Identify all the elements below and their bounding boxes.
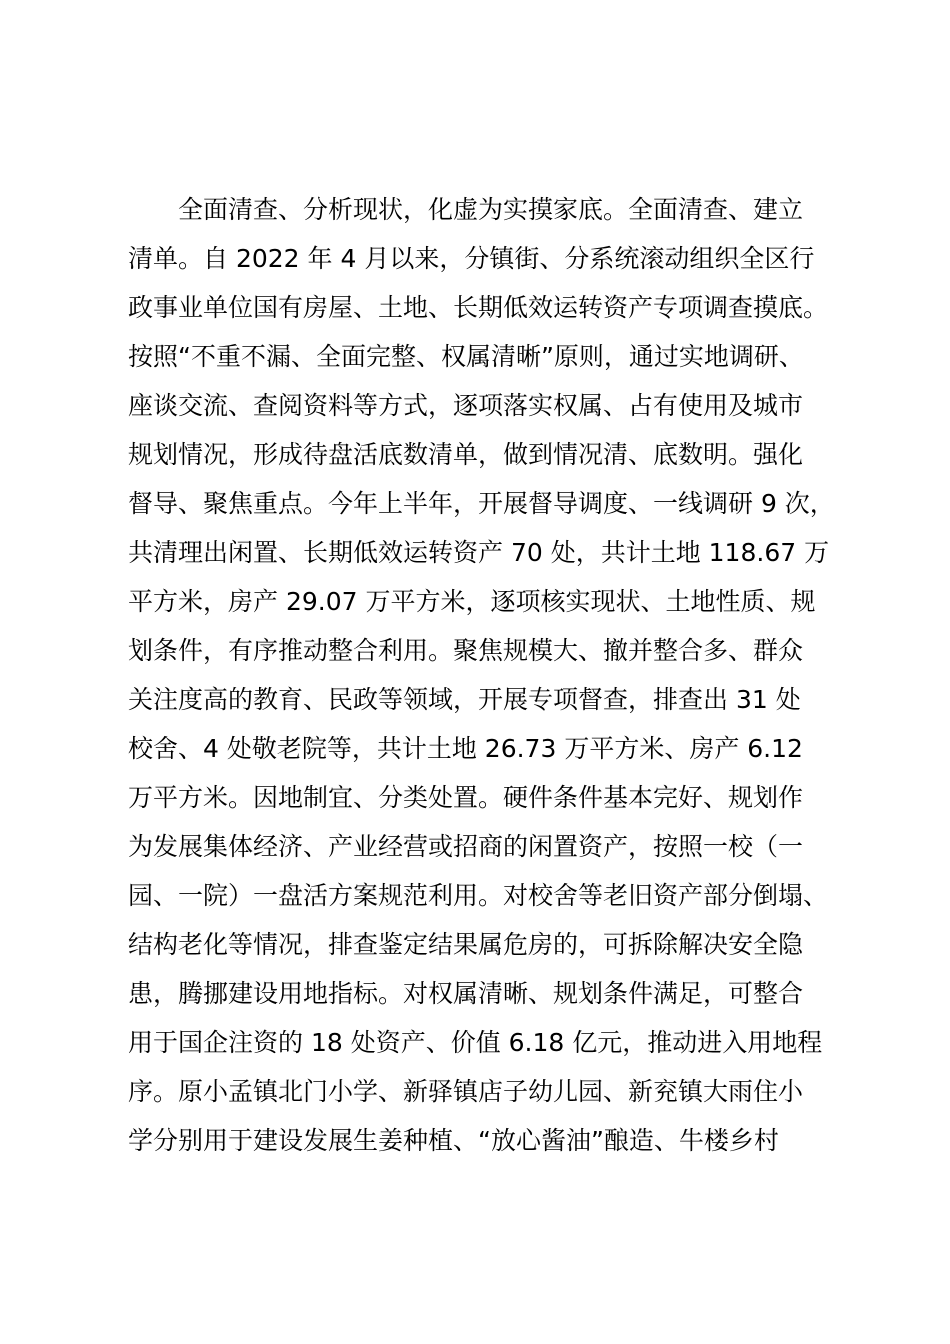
- paragraph-line: 校舍、4 处敬老院等，共计土地 26.73 万平方米、房产 6.12: [128, 734, 803, 763]
- paragraph-line: 为发展集体经济、产业经营或招商的闲置资产，按照一校（一: [128, 832, 804, 861]
- paragraph-line: 万平方米。因地制宜、分类处置。硬件条件基本完好、规划作: [128, 783, 804, 812]
- paragraph-line: 政事业单位国有房屋、土地、长期低效运转资产专项调查摸底。: [128, 293, 829, 322]
- paragraph-line: 用于国企注资的 18 处资产、价值 6.18 亿元，推动进入用地程: [128, 1028, 823, 1057]
- paragraph-line: 清单。自 2022 年 4 月以来，分镇街、分系统滚动组织全区行: [128, 244, 815, 273]
- paragraph-line: 全面清查、分析现状，化虚为实摸家底。全面清查、建立: [178, 195, 804, 224]
- paragraph-line: 共清理出闲置、长期低效运转资产 70 处，共计土地 118.67 万: [128, 538, 830, 567]
- paragraph-line: 按照“不重不漏、全面完整、权属清晰”原则，通过实地调研、: [128, 342, 804, 371]
- body-paragraph: [128, 185, 858, 1165]
- paragraph-line: 划条件，有序推动整合利用。聚焦规模大、撤并整合多、群众: [128, 636, 804, 665]
- paragraph-line: 关注度高的教育、民政等领域，开展专项督查，排查出 31 处: [128, 685, 801, 714]
- paragraph-line: 平方米，房产 29.07 万平方米，逐项核实现状、土地性质、规: [128, 587, 816, 616]
- paragraph-line: 园、一院）一盘活方案规范利用。对校舍等老旧资产部分倒塌、: [128, 881, 829, 910]
- paragraph-line: 结构老化等情况，排查鉴定结果属危房的，可拆除解决安全隐: [128, 930, 804, 959]
- paragraph-line: 学分别用于建设发展生姜种植、“放心酱油”酿造、牛楼乡村: [128, 1126, 779, 1155]
- paragraph-line: 序。原小孟镇北门小学、新驿镇店子幼儿园、新兖镇大雨住小: [128, 1077, 804, 1106]
- paragraph-line: 患，腾挪建设用地指标。对权属清晰、规划条件满足，可整合: [128, 979, 804, 1008]
- paragraph-line: 座谈交流、查阅资料等方式，逐项落实权属、占有使用及城市: [128, 391, 804, 420]
- paragraph-line: 督导、聚焦重点。今年上半年，开展督导调度、一线调研 9 次，: [128, 489, 835, 518]
- paragraph-line: 规划情况，形成待盘活底数清单，做到情况清、底数明。强化: [128, 440, 804, 469]
